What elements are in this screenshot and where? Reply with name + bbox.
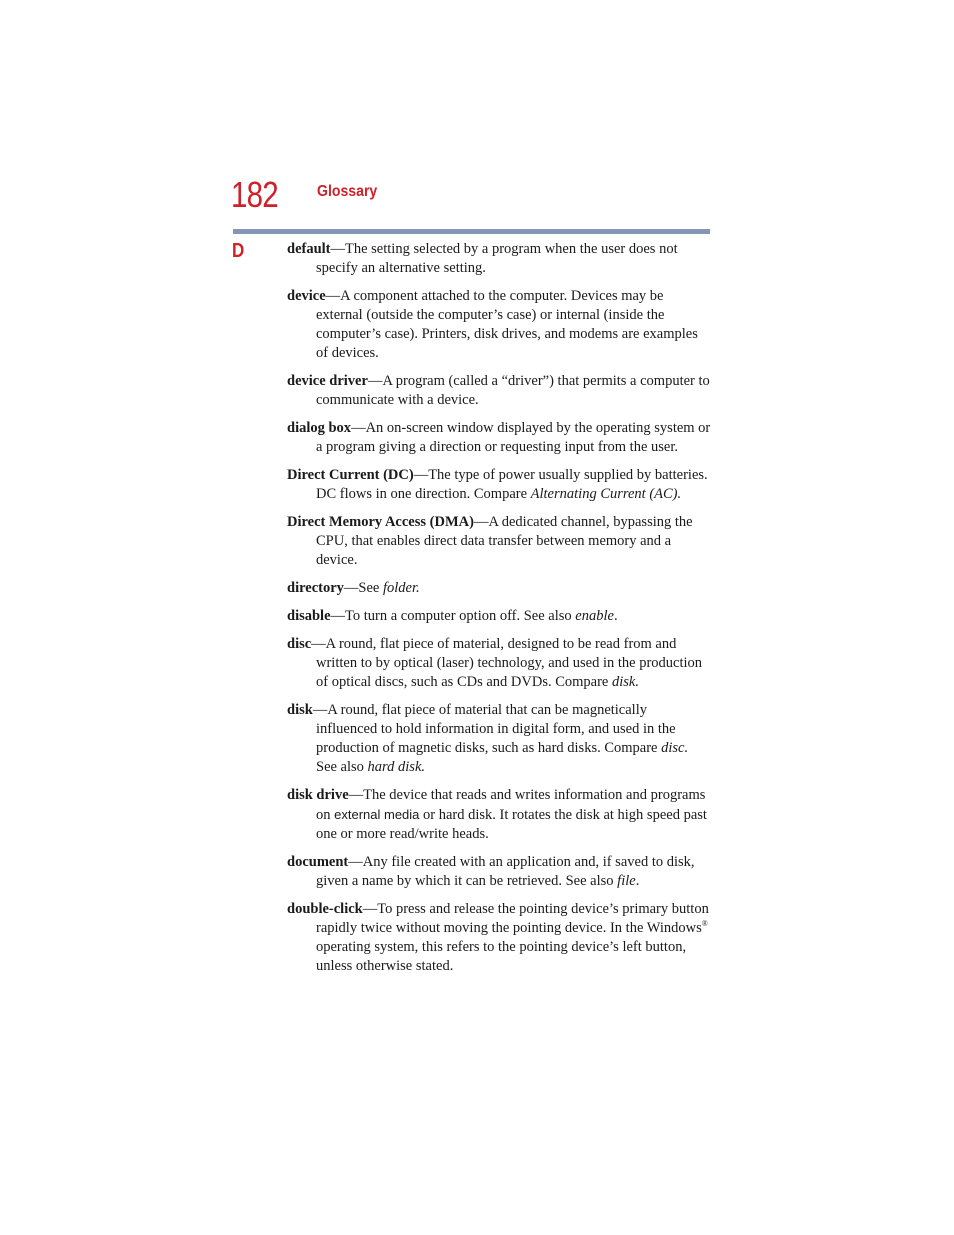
entry-reference: disk.: [612, 674, 639, 690]
entry-term: disc: [287, 636, 312, 652]
entry-term: disable: [287, 608, 331, 624]
entry-term: Direct Memory Access (DMA): [287, 514, 474, 530]
entry-term: double-click: [287, 901, 363, 917]
entry-reference: file: [617, 873, 636, 889]
entry-definition: —To press and release the pointing device’s primary button rapidly twice without moving the pointing device. In the Windows: [316, 901, 709, 936]
entry-term: dialog box: [287, 420, 352, 436]
entry-term: directory: [287, 580, 344, 596]
entry-code-text: external media: [334, 807, 420, 822]
entry-definition: —The type of power usually supplied by batteries. DC flows in one direction. Compare: [316, 467, 708, 502]
glossary-entry-disc: [287, 635, 711, 692]
entry-definition: —An on-screen window displayed by the operating system or a program giving a direction or requesting input from the user.: [316, 420, 711, 455]
entry-definition: —The device that reads and writes information and programs on: [316, 787, 706, 823]
entry-definition: —A component attached to the computer. Devices may be external (outside the computer’s case) or internal (inside the computer’s case). Printers, disk drives, and modems are examples of devices.: [316, 288, 698, 361]
section-letter: D: [232, 240, 245, 262]
entry-reference: enable: [575, 608, 614, 624]
entry-definition: —A round, flat piece of material that can be magnetically influenced to hold information in digital form, and used in the production of magnetic disks, such as hard disks. Compare: [312, 702, 676, 756]
entry-term: disk: [287, 702, 313, 718]
entry-term: document: [287, 854, 349, 870]
glossary-entry-dialog-box: [287, 419, 711, 457]
entry-reference: folder.: [382, 580, 420, 596]
glossary-entry-device: [287, 287, 711, 363]
entry-reference: Alternating Current (AC).: [530, 486, 682, 502]
entry-definition: —Any file created with an application and, if saved to disk, given a name by which it can be retrieved. See also: [316, 854, 695, 889]
glossary-entries: [287, 240, 711, 985]
glossary-entry-disable: [287, 607, 711, 626]
entry-definition: —See: [343, 580, 383, 596]
registered-mark: ®: [701, 919, 708, 929]
glossary-entry-device-driver: [287, 372, 711, 410]
entry-tail: .: [635, 873, 640, 889]
entry-term: device: [287, 288, 326, 304]
entry-term: Direct Current (DC): [287, 467, 414, 483]
entry-reference-2: hard disk.: [367, 759, 426, 775]
header-rule: [233, 229, 710, 234]
entry-reference: disc.: [661, 740, 689, 756]
entry-term: device driver: [287, 373, 368, 389]
page-number: 182: [231, 174, 278, 215]
entry-definition: —The setting selected by a program when the user does not specify an alternative setting.: [316, 241, 678, 276]
entry-term: disk drive: [287, 787, 349, 803]
glossary-entry-direct-current: [287, 466, 711, 504]
glossary-entry-disk: [287, 701, 711, 777]
glossary-entry-double-click: [287, 900, 711, 976]
entry-definition: —A round, flat piece of material, designed to be read from and written to by optical (laser) technology, and used in the production of optical discs, such as CDs and DVDs. Compare: [311, 636, 703, 690]
glossary-entry-default: [287, 240, 711, 278]
entry-definition: —A dedicated channel, bypassing the CPU, that enables direct data transfer between memory and a device.: [316, 514, 693, 568]
entry-term: default: [287, 241, 331, 257]
glossary-entry-disk-drive: [287, 786, 711, 844]
entry-definition: —A program (called a “driver”) that permits a computer to communicate with a device.: [316, 373, 710, 408]
glossary-entry-document: [287, 853, 711, 891]
entry-middle: See also: [316, 759, 368, 775]
glossary-entry-direct-memory-access: [287, 513, 711, 570]
entry-definition: —To turn a computer option off. See also: [330, 608, 576, 624]
entry-tail: .: [613, 608, 618, 624]
entry-tail: or hard disk. It rotates the disk at high speed past one or more read/write heads.: [316, 807, 707, 842]
glossary-entry-directory: [287, 579, 711, 598]
section-title: Glossary: [317, 183, 378, 200]
entry-tail: operating system, this refers to the pointing device’s left button, unless otherwise stated.: [316, 939, 687, 974]
